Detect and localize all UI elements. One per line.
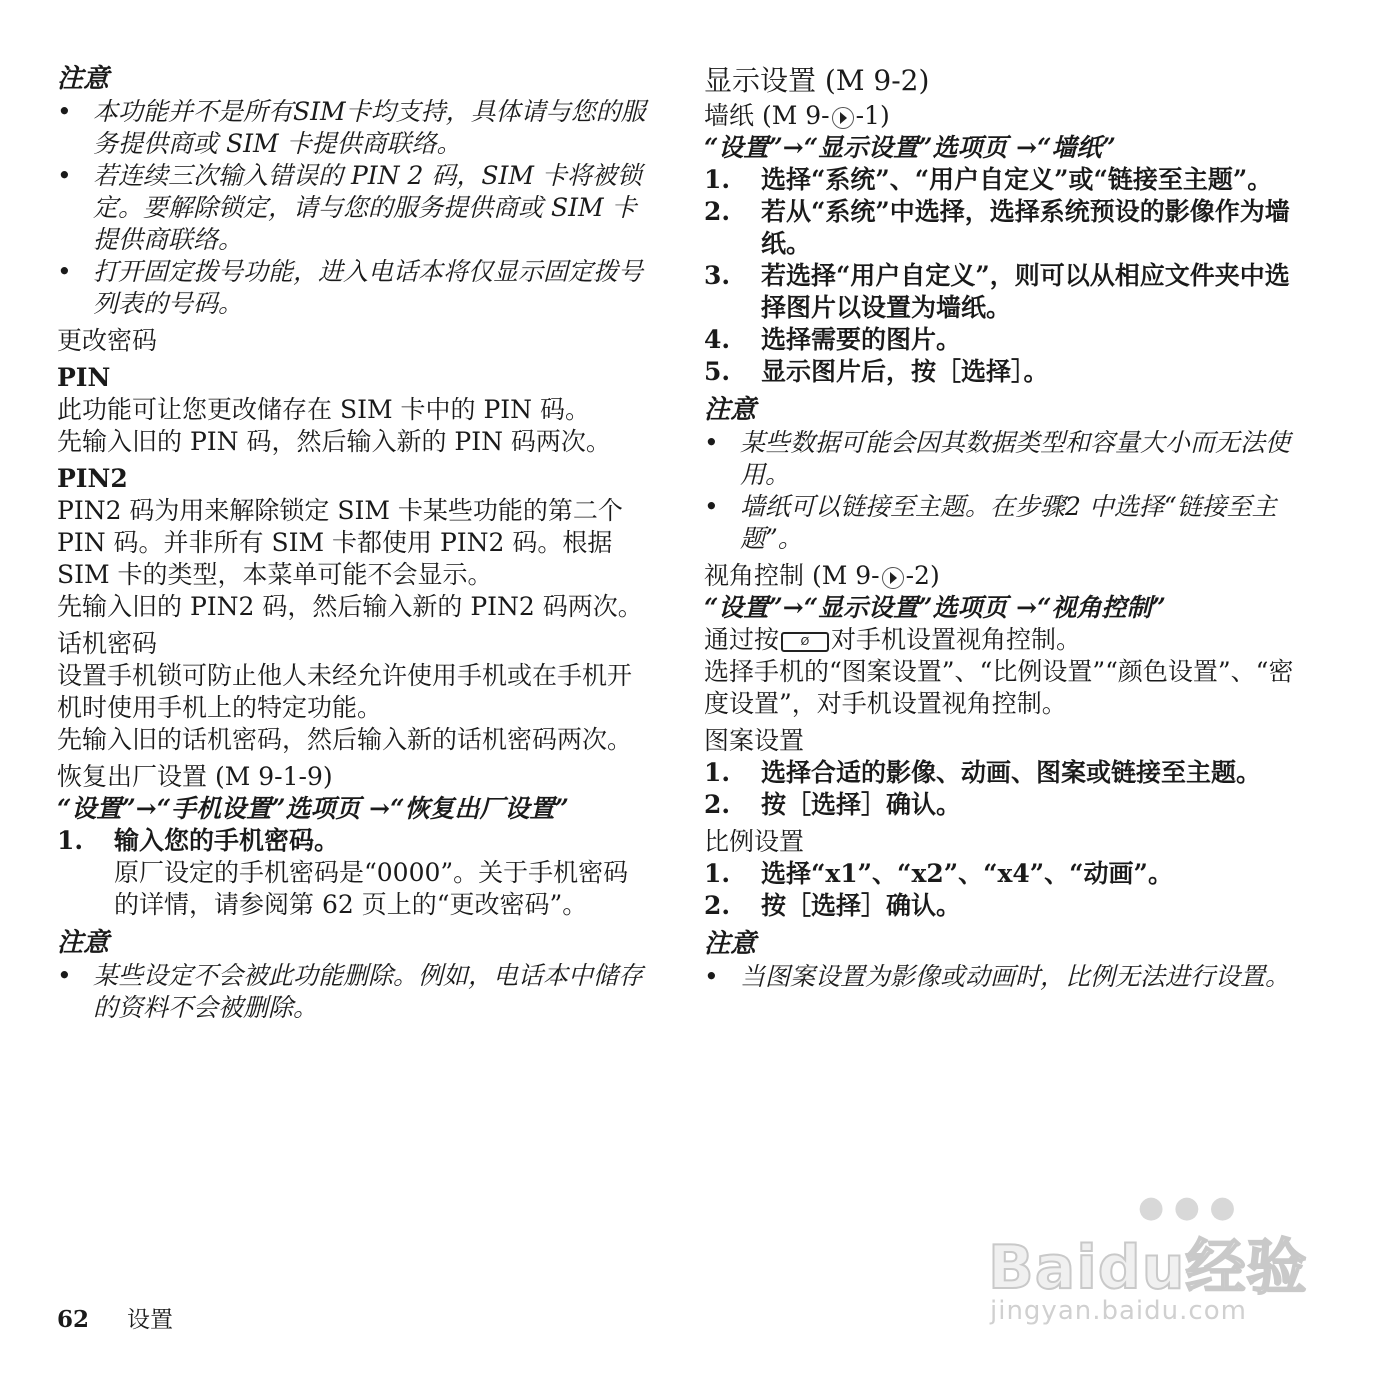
- step-item: 1. 选择“系统”、“用户自定义”或“链接至主题”。: [704, 165, 1273, 194]
- section-title-display-settings: 显示设置 (M 9-2): [704, 64, 930, 97]
- page-number: 62: [57, 1306, 90, 1333]
- step-item: 4. 选择需要的图片。: [704, 325, 962, 354]
- note-title: 注意: [57, 64, 110, 94]
- step-item: 2. 按［选择］确认。: [704, 891, 962, 920]
- note-title: 注意: [704, 929, 757, 959]
- paragraph: 选择手机的“图案设置”、“比例设置”“颜色设置”、“密度设置”，对手机设置视角控制。: [704, 657, 1294, 718]
- watermark-url: jingyan.baidu.com: [990, 1296, 1247, 1326]
- bullet-item: • 打开固定拨号功能，进入电话本将仅显示固定拨号列表的号码。: [57, 257, 644, 318]
- bullet-item: • 若连续三次输入错误的 PIN 2 码，SIM 卡将被锁定。要解除锁定，请与您的服务提供商或 SIM 卡提供商联络。: [57, 161, 642, 254]
- subsection-title-scale: 比例设置: [704, 827, 805, 856]
- step-item: 1. 输入您的手机密码。 原厂设定的手机密码是“0000”。关于手机密码的详情，请参阅第 62 页上的“更改密码”。: [57, 826, 629, 919]
- subsection-title-pin2: PIN2: [57, 464, 128, 493]
- footer-section: 设置: [127, 1307, 173, 1333]
- step-item: 2. 若从“系统”中选择，选择系统预设的影像作为墙纸。: [704, 197, 1290, 258]
- step-item: 2. 按［选择］确认。: [704, 790, 962, 819]
- bullet-item: • 当图案设置为影像或动画时，比例无法进行设置。: [704, 962, 1291, 991]
- step-item: 1. 选择合适的影像、动画、图案或链接至主题。: [704, 758, 1262, 787]
- paragraph: 通过按 Ø 对手机设置视角控制。: [704, 625, 1082, 654]
- step-item: 3. 若选择“用户自定义”，则可以从相应文件夹中选择图片以设置为墙纸。: [704, 261, 1290, 322]
- bullet-item: • 某些数据可能会因其数据类型和容量大小而无法使用。: [704, 428, 1291, 489]
- step-item: 5. 显示图片后，按［选择］。: [704, 357, 1049, 386]
- paragraph: 设置手机锁可防止他人未经允许使用手机或在手机开机时使用手机上的特定功能。: [57, 661, 633, 722]
- paragraph: 先输入旧的 PIN 码，然后输入新的 PIN 码两次。: [57, 427, 611, 456]
- note-title: 注意: [57, 928, 110, 958]
- bullet-item: • 本功能并不是所有SIM卡均支持，具体请与您的服务提供商或 SIM 卡提供商联络。: [57, 97, 646, 158]
- baidu-watermark: [988, 1190, 1318, 1340]
- paragraph: 先输入旧的 PIN2 码，然后输入新的 PIN2 码两次。: [57, 592, 643, 621]
- step-item: 1. 选择“x1”、“x2”、“x4”、“动画”。: [704, 859, 1173, 888]
- left-column: [57, 62, 649, 1024]
- watermark-logo: Baidu经验: [988, 1233, 1308, 1303]
- subsection-title-wallpaper: 墙纸 (M 9- -1): [704, 101, 890, 130]
- section-title-change-password: 更改密码: [57, 326, 158, 355]
- paw-icon: ● ● ●: [1138, 1190, 1236, 1225]
- paragraph: 先输入旧的话机密码，然后输入新的话机密码两次。: [57, 725, 633, 754]
- right-column: [704, 62, 1296, 993]
- softkey-icon: Ø: [781, 632, 829, 652]
- paragraph: PIN2 码为用来解除锁定 SIM 卡某些功能的第二个 PIN 码。并非所有 SIM 卡都使用 PIN2 码。根据 SIM 卡的类型，本菜单可能不会显示。: [57, 496, 623, 589]
- bullet-item: • 某些设定不会被此功能删除。例如，电话本中储存的资料不会被删除。: [57, 961, 644, 1022]
- menu-path: “设置”→“显示设置”选项页 →“墙纸”: [704, 133, 1116, 162]
- note-title: 注意: [704, 395, 757, 425]
- section-title-factory-reset: 恢复出厂设置 (M 9-1-9): [57, 762, 333, 791]
- subsection-title-pin: PIN: [57, 363, 111, 392]
- menu-path: “设置”→“显示设置”选项页 →“视角控制”: [704, 593, 1166, 622]
- page-footer: [57, 1304, 173, 1336]
- subsection-title-pattern: 图案设置: [704, 726, 805, 755]
- right-arrow-circle-icon: [832, 107, 854, 129]
- right-arrow-circle-icon: [882, 567, 904, 589]
- section-title-phone-password: 话机密码: [57, 629, 158, 658]
- menu-path: “设置”→“手机设置”选项页 →“恢复出厂设置”: [57, 794, 569, 823]
- paragraph: 此功能可让您更改储存在 SIM 卡中的 PIN 码。: [57, 395, 590, 424]
- bullet-item: • 墙纸可以链接至主题。在步骤2 中选择“链接至主题”。: [704, 492, 1277, 553]
- subsection-title-view-control: 视角控制 (M 9- -2): [704, 561, 940, 590]
